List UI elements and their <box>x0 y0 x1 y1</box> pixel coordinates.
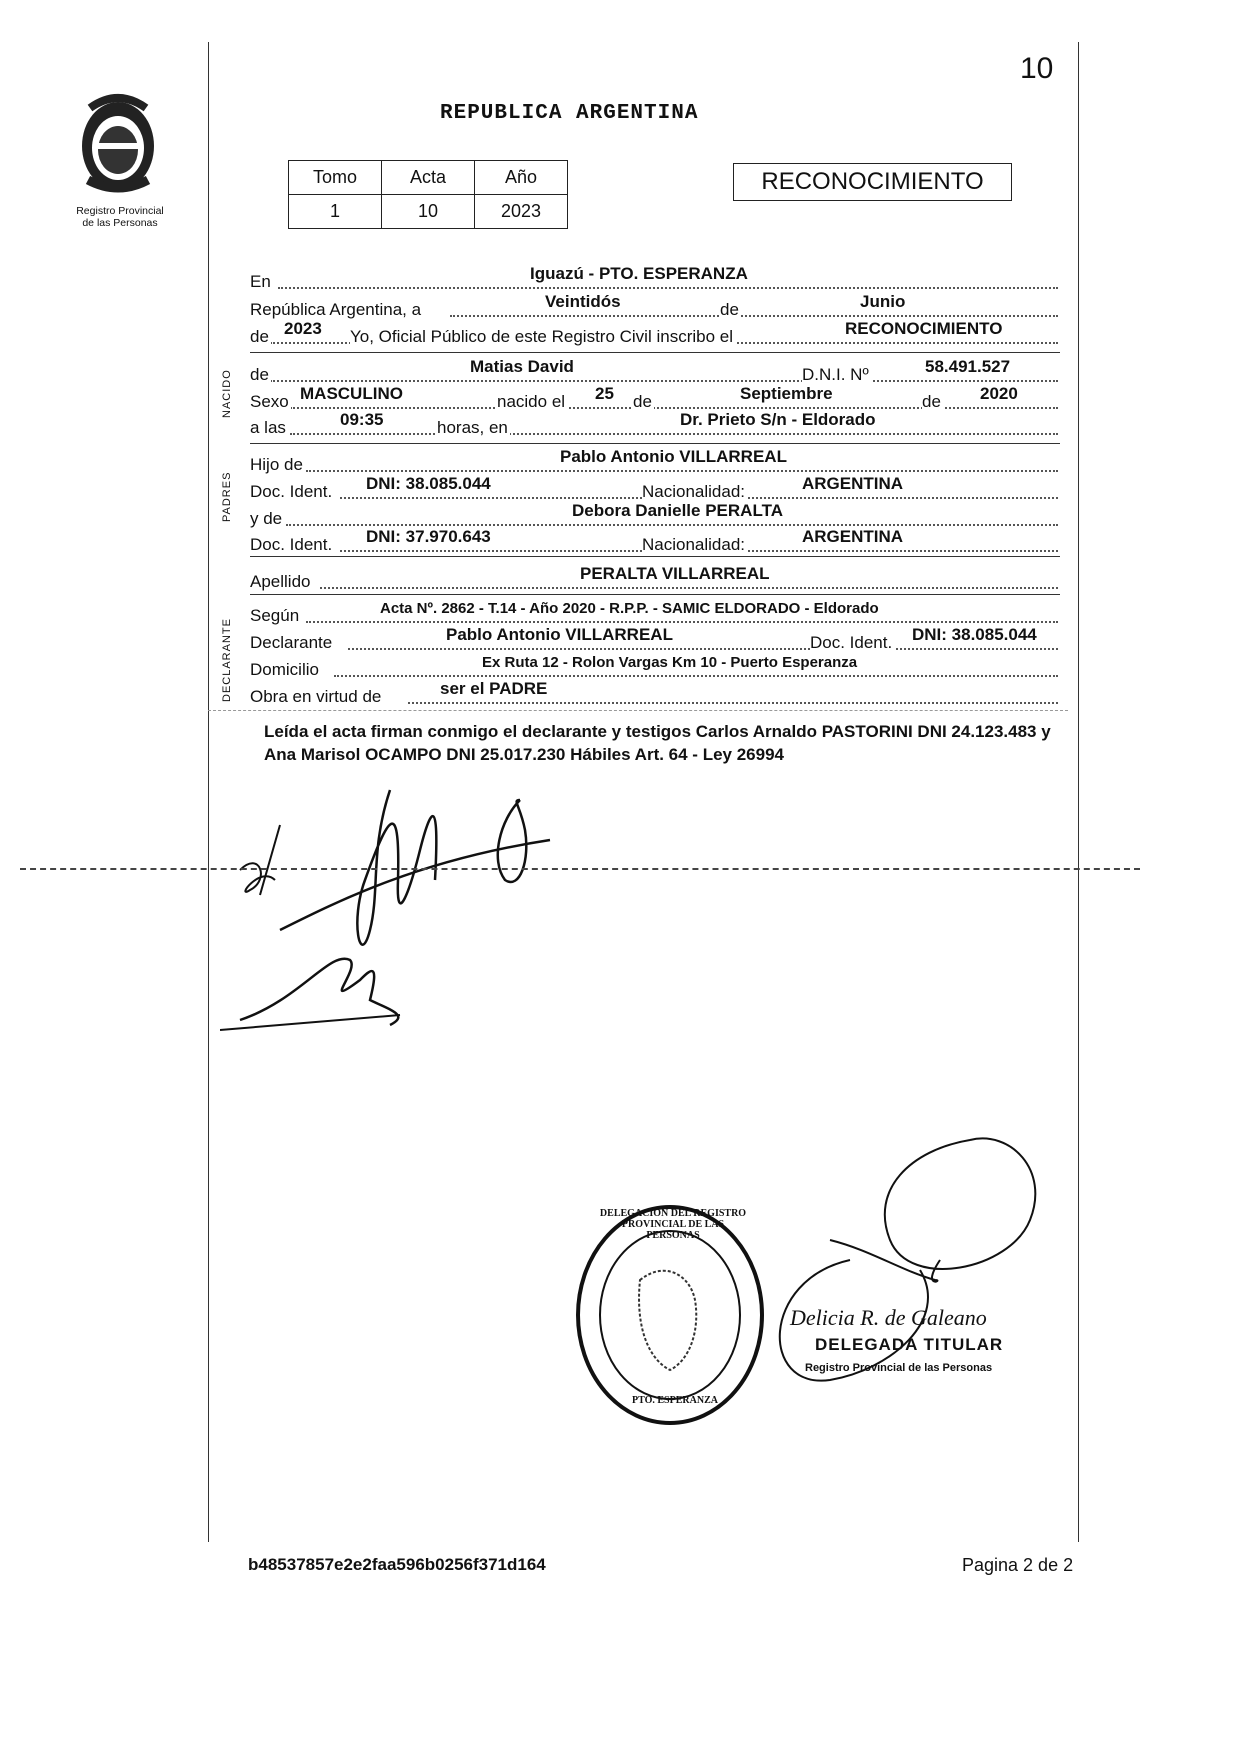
field-sex-birth: Sexo MASCULINO nacido el 25 de Septiembre de 2020 <box>250 388 1060 414</box>
child-dni-value: 58.491.527 <box>925 357 1011 376</box>
address-value: Ex Ruta 12 - Rolon Vargas Km 10 - Puerto Esperanza <box>482 654 858 671</box>
separator <box>208 710 1068 711</box>
segun-value: Acta Nº. 2862 - T.14 - Año 2020 - R.P.P. - SAMIC ELDORADO - Eldorado <box>380 600 879 617</box>
birth-time-value: 09:35 <box>340 410 384 429</box>
day-words-value: Veintidós <box>545 292 621 311</box>
table-cell: 2023 <box>475 195 568 229</box>
table-cell: 10 <box>382 195 475 229</box>
document-hash: b48537857e2e2faa596b0256f371d164 <box>248 1555 546 1574</box>
field-apellido: Apellido PERALTA VILLARREAL <box>250 568 1060 594</box>
page-number: 10 <box>1020 52 1054 85</box>
declarant-dni-value: DNI: 38.085.044 <box>912 625 1037 644</box>
field-obra: Obra en virtud de ser el PADRE <box>250 683 1060 709</box>
field-mother: y de Debora Danielle PERALTA <box>250 505 1060 531</box>
section-label-nacido: NACIDO <box>221 369 233 418</box>
logo-caption: Registro Provincial de las Personas <box>76 205 164 229</box>
sex-value: MASCULINO <box>300 384 403 403</box>
stamp-outer-text: DELEGACION DEL REGISTRO PROVINCIAL DE LAS PERSONAS <box>599 1208 747 1241</box>
table-header-row <box>289 161 568 195</box>
separator <box>250 352 1060 353</box>
field-domicilio: Domicilio Ex Ruta 12 - Rolon Vargas Km 10 - Puerto Esperanza <box>250 656 1060 682</box>
surname-value: PERALTA VILLARREAL <box>580 564 770 583</box>
father-dni-value: DNI: 38.085.044 <box>366 474 491 493</box>
declarant-name-value: Pablo Antonio VILLARREAL <box>446 625 673 644</box>
month-value: Junio <box>860 292 906 311</box>
record-table <box>288 160 568 229</box>
year-value: 2023 <box>284 319 322 338</box>
field-name: de Matias David D.N.I. Nº 58.491.527 <box>250 361 1060 387</box>
separator <box>250 556 1060 557</box>
father-nationality-value: ARGENTINA <box>802 474 904 493</box>
father-name-value: Pablo Antonio VILLARREAL <box>560 447 787 466</box>
coat-of-arms-icon <box>60 88 180 198</box>
record-type-box: RECONOCIMIENTO <box>733 163 1012 201</box>
child-name-value: Matias David <box>470 357 574 376</box>
right-margin-line <box>1078 42 1079 1542</box>
table-header-cell: Año <box>475 161 568 195</box>
city-value: Iguazú - PTO. ESPERANZA <box>530 264 748 283</box>
mother-name-value: Debora Danielle PERALTA <box>572 501 783 520</box>
table-header-cell: Acta <box>382 161 475 195</box>
mother-dni-value: DNI: 37.970.643 <box>366 527 491 546</box>
page-indicator: Pagina 2 de 2 <box>962 1555 1074 1575</box>
closing-statement: Leída el acta firman conmigo el declarante y testigos Carlos Arnaldo PASTORINI DNI 24.123.483 y Ana Marisol OCAMPO DNI 25.017.230 Hábiles Art. 64 - Ley 26994 <box>264 722 1051 764</box>
section-label-padres: PADRES <box>221 471 233 522</box>
field-date: República Argentina, a de Veintidós Junio <box>250 296 1060 322</box>
field-year-line: de 2023 Yo, Oficial Público de este Registro Civil inscribo el RECONOCIMIENTO <box>250 323 1060 349</box>
field-mother-doc: Doc. Ident. DNI: 37.970.643 Nacionalidad: ARGENTINA <box>250 531 1060 557</box>
birth-month-value: Septiembre <box>740 384 833 403</box>
separator <box>250 594 1060 595</box>
signatures-icon <box>220 770 640 1070</box>
birth-place-value: Dr. Prieto S/n - Eldorado <box>680 410 876 429</box>
record-type-value: RECONOCIMIENTO <box>845 319 1003 338</box>
field-en: En Iguazú - PTO. ESPERANZA <box>250 268 1060 294</box>
table-cell: 1 <box>289 195 382 229</box>
tear-line <box>20 868 1140 870</box>
official-org: Registro Provincial de las Personas <box>805 1362 993 1374</box>
left-margin-line <box>208 42 209 1542</box>
page-title: REPUBLICA ARGENTINA <box>440 102 699 125</box>
section-label-declarante: DECLARANTE <box>221 618 233 702</box>
reason-value: ser el PADRE <box>440 679 548 698</box>
official-name: Delicia R. de Galeano <box>790 1305 987 1330</box>
stamp-inner-text: PTO. ESPERANZA <box>632 1395 718 1406</box>
field-father-doc: Doc. Ident. DNI: 38.085.044 Nacionalidad: ARGENTINA <box>250 478 1060 504</box>
separator <box>250 443 1060 444</box>
mother-nationality-value: ARGENTINA <box>802 527 904 546</box>
official-title: DELEGADA TITULAR <box>815 1335 1004 1354</box>
field-segun: Según Acta Nº. 2862 - T.14 - Año 2020 - R.P.P. - SAMIC ELDORADO - Eldorado <box>250 602 1060 628</box>
field-declarante: Declarante Pablo Antonio VILLARREAL Doc. Ident. DNI: 38.085.044 <box>250 629 1060 655</box>
field-time-place: a las 09:35 horas, en Dr. Prieto S/n - Eldorado <box>250 414 1060 440</box>
official-signature-icon <box>770 1130 1060 1400</box>
registry-logo <box>60 88 180 229</box>
table-header-cell: Tomo <box>289 161 382 195</box>
birth-day-value: 25 <box>595 384 614 403</box>
office-stamp <box>570 1200 770 1435</box>
table-row <box>289 195 568 229</box>
birth-year-value: 2020 <box>980 384 1018 403</box>
field-father: Hijo de Pablo Antonio VILLARREAL <box>250 451 1060 477</box>
